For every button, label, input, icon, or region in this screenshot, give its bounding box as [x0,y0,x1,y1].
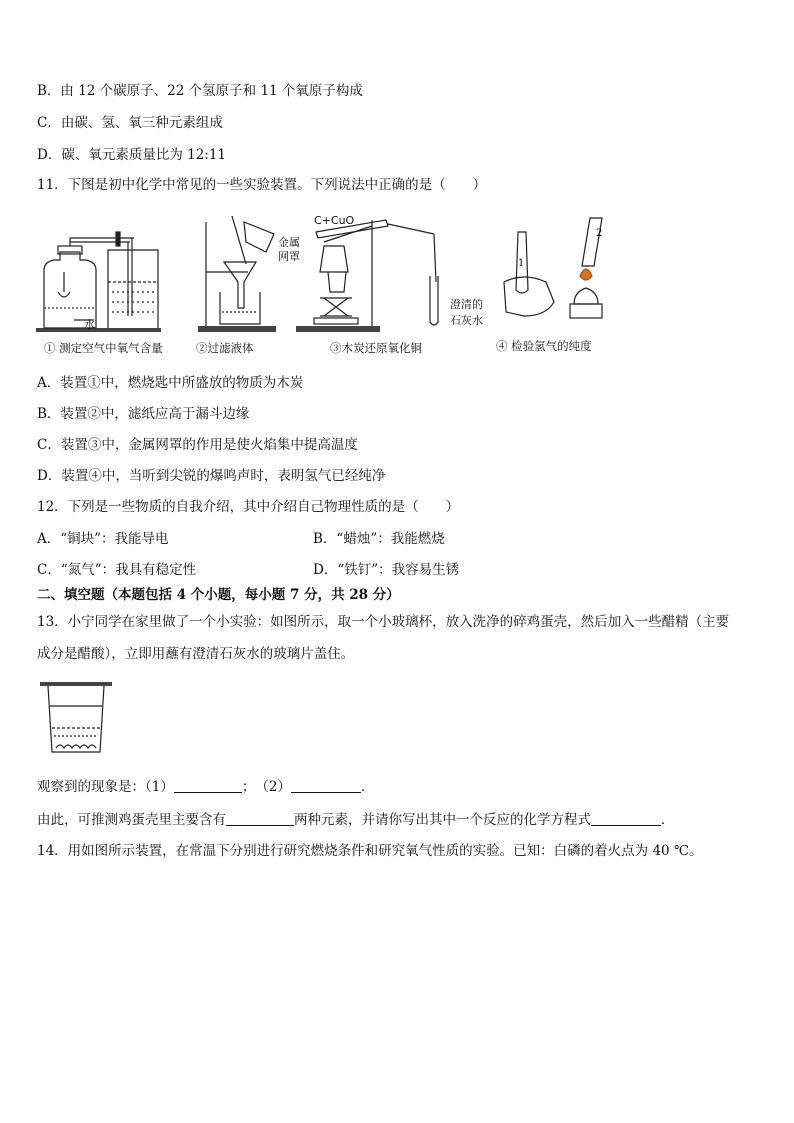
q12-stem: 12．下列是一些物质的自我介绍，其中介绍自己物理性质的是（ ） [37,499,460,515]
q13-stem-line2: 成分是醋酸），立即用蘸有澄清石灰水的玻璃片盖住。 [37,646,355,662]
q13-stem-line1: 13．小宁同学在家里做了一个小实验：如图所示，取一个小玻璃杯，放入洗净的碎鸡蛋壳，然后加入一些醋精（主要 [37,614,730,630]
q12-option-c: C．“氮气”：我具有稳定性 [37,562,197,578]
q12-option-b: B．“蜡烛”：我能燃烧 [313,531,445,547]
label-limewater-1: 澄清的 [450,298,483,311]
q12-option-a: A．“铜块”：我能导电 [37,531,169,547]
label-gauze-2: 网罩 [278,250,300,263]
q13-infer-prefix: 由此，可推测鸡蛋壳里主要含有 [37,812,226,828]
q13-blank-observation-2[interactable] [291,778,361,793]
q10-option-c: C．由碳、氢、氧三种元素组成 [37,115,223,131]
q14-stem: 14．用如图所示装置，在常温下分别进行研究燃烧条件和研究氧气性质的实验。已知：白磷的着火点为 40 ℃。 [37,843,703,859]
q11-option-b: B．装置②中，滤纸应高于漏斗边缘 [37,406,250,422]
q13-blank-equation[interactable] [591,811,661,826]
label-limewater-2: 石灰水 [450,314,483,327]
q13-blank-observation-1[interactable] [174,778,242,793]
q11-stem: 11．下图是初中化学中常见的一些实验装置。下列说法中正确的是（ ） [37,177,487,193]
apparatus-filtration [198,216,276,332]
q12-option-d: D．“铁钉”：我容易生锈 [313,562,460,578]
q13-infer-end: ． [661,812,675,828]
q13-observation-line [37,778,374,796]
q11-option-a: A．装置①中，燃烧匙中所盛放的物质为木炭 [37,375,304,391]
q13-infer-mid: 两种元素，并请你写出其中一个反应的化学方程式 [294,812,591,828]
tube-number-2: 2 [596,228,603,239]
tube-number-1: 1 [518,258,525,269]
q11-option-d: D．装置④中，当听到尖锐的爆鸣声时，表明氢气已经纯净 [37,468,386,484]
q13-glass-cup-figure [38,678,118,758]
caption-apparatus-3: ③木炭还原氧化铜 [330,341,422,355]
caption-apparatus-2: ②过滤液体 [196,341,254,355]
caption-apparatus-1: ① 测定空气中氧气含量 [44,341,163,355]
section-heading-fill-in: 二、填空题（本题包括 4 个小题，每小题 7 分，共 28 分） [37,587,400,603]
label-gauze-1: 金属 [278,236,300,249]
q11-apparatus-figure [34,212,654,342]
q13-blank-elements[interactable] [226,811,294,826]
q10-option-d: D．碳、氧元素质量比为 12:11 [37,147,227,163]
label-reactant: C+CuO [314,214,355,227]
q13-obs-prefix: 观察到的现象是：（1） [37,779,174,795]
apparatus-carbon-reduction [296,220,438,332]
apparatus-oxygen-content [36,232,161,332]
q13-obs-end: ． [360,779,375,795]
q13-inference-line [37,811,675,829]
q11-option-c: C．装置③中，金属网罩的作用是使火焰集中提高温度 [37,437,358,453]
q13-obs-mid: ； （2） [241,779,291,795]
q10-option-b: B．由 12 个碳原子、22 个氢原子和 11 个氧原子构成 [37,83,363,99]
label-water: 水 [84,318,95,331]
caption-apparatus-4: ④ 检验氢气的纯度 [496,339,592,353]
